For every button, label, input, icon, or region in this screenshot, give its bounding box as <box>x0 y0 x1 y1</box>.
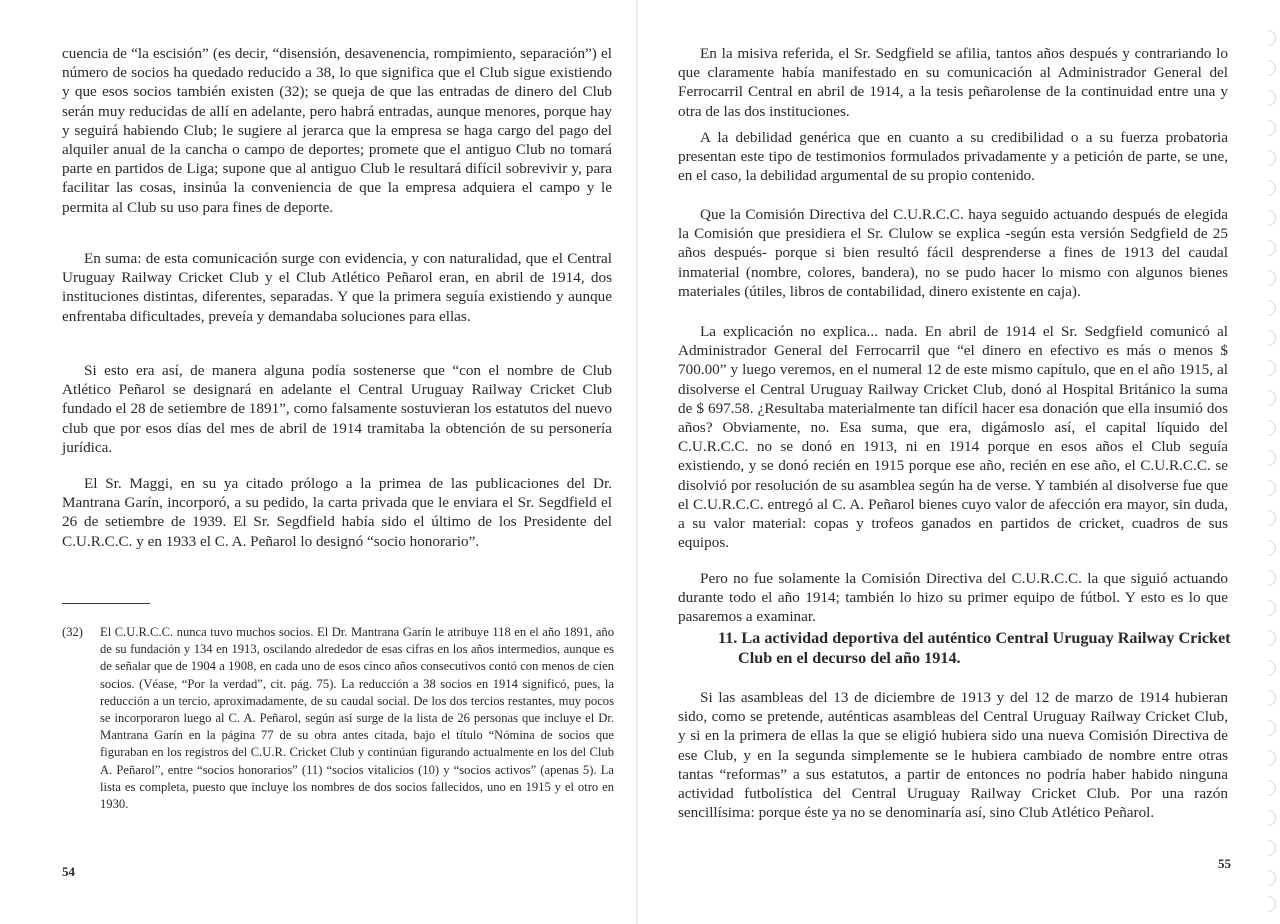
paragraph: La explicación no explica... nada. En abril de 1914 el Sr. Sedgfield comunicó al Administrador General del Ferrocarril que “el dinero en efectivo es más o menos $ 700.00” y luego veremos, en el numeral 12 de este mismo capítulo, que en el año 1915, al disolverse el Central Uruguay Railway Cricket Club, donó al Hospital Británico la suma de $ 697.58. ¿Resultaba materialmente tan difícil hacer esa donación que ella insumió dos años? Obviamente, no. Esa suma, que era, digámoslo así, el capital líquido del C.U.R.C.C. no se donó en 1913, ni en 1914 porque en esos años el Club seguía existiendo, y se donó recién en 1915 porque ese año, recién en ese año, el C.U.R.C.C. se disolvió por resolución de su asamblea según ha de verse. Y también al disolverse fue que el C.U.R.C.C. entregó al C. A. Peñarol bienes cuyo valor de afección era mayor, sin duda, a su valor material: copas y trofeos ganados en partidos de cricket, cuadros de sus equipos. <box>678 323 1228 552</box>
paragraph: En la misiva referida, el Sr. Sedgfield se afilia, tantos años después y contrariando lo que claramente había manifestado en su comunicación al Administrador General del Ferrocarril Central en abril de 1914, a la tesis peñarolense de la continuidad entre una y otra de las dos instituciones. <box>678 45 1228 120</box>
section-heading: 11. La actividad deportiva del auténtico Central Uruguay Railway Cricket Club en el decurso del año 1914. <box>718 629 1231 667</box>
footnote-rule <box>62 603 150 604</box>
paragraph: Pero no fue solamente la Comisión Directiva del C.U.R.C.C. la que siguió actuando durante todo el año 1914; también lo hizo su primer equipo de fútbol. Y esto es lo que pasaremos a examinar. <box>678 570 1228 626</box>
paragraph: Si esto era así, de manera alguna podía sostenerse que “con el nombre de Club Atlético Peñarol se designará en adelante el Central Uruguay Railway Cricket Club fundado el 28 de setiembre de 1891”, como falsamente sostuvieran los estatutos del nuevo club que por esos días del mes de abril de 1914 tramitaba la obtención de su personería jurídica. <box>62 362 612 456</box>
paragraph: Si las asambleas del 13 de diciembre de 1913 y del 12 de marzo de 1914 hubieran sido, como se pretende, auténticas asambleas del Central Uruguay Railway Cricket Club, y si en la primera de ellas la que se eligió hubiera sido una nueva Comisión Directiva de ese Club, y en la segunda simplemente se le hubiera cambiado de nombre entre otras tantas “reformas” a sus estatutos, a partir de entonces no podría haber habido ninguna actividad futbolística del Central Uruguay Railway Cricket Club. Por una razón sencillísima: porque éste ya no se denominaría así, sino Club Atlético Peñarol. <box>678 689 1228 822</box>
paragraph: El Sr. Maggi, en su ya citado prólogo a la primea de las publicaciones del Dr. Mantrana Garín, incorporó, a su pedido, la carta privada que le enviara el Sr. Segdfield el 26 de setiembre de 1939. El Sr. Segdfield había sido el último de los Presidente del C.U.R.C.C. y en 1933 el C. A. Peñarol lo designó “socio honorario”. <box>62 475 612 550</box>
footnote-number: (32) <box>62 625 83 639</box>
paragraph: En suma: de esta comunicación surge con evidencia, y con naturalidad, que el Central Uruguay Railway Cricket Club y el Club Atlético Peñarol eran, en abril de 1914, dos instituciones distintas, diferentes, separadas. Y que la primera seguía existiendo y aunque enfrentaba dificultades, preveía y demandaba soluciones para ellas. <box>62 250 612 325</box>
paragraph: Que la Comisión Directiva del C.U.R.C.C. haya seguido actuando después de elegida la Comisión que presidiera el Sr. Clulow se explica -según esta versión Sedgfield de 25 años después- porque si bien resultó fácil desprenderse a fines de 1913 del caudal inmaterial (nombre, colores, bandera), no se pudo hacer lo mismo con algunos bienes materiales (útiles, libros de contabilidad, dinero existente en caja). <box>678 206 1228 300</box>
footnote-text: El C.U.R.C.C. nunca tuvo muchos socios. El Dr. Mantrana Garín le atribuye 118 en el año 1891, año de su fundación y 134 en 1913, oscilando alrededor de esas cifras en los años intermedios, aunque es de señalar que de 1904 a 1908, en cada uno de esos cinco años consecutivos contó con menos de cien socios. (Véase, “Por la verdad”, cit. pág. 75). La reducción a 38 socios en 1914 significó, pues, la reducción a un tercio, aproximadamente, de su caudal social. De los dos tercios restantes, muy pocos se incorporaron luego al C. A. Peñarol, según así surge de la lista de 26 personas que incluye el Dr. Mantrana Garín en la página 77 de su obra antes citada, bajo el título “Nómina de socios que figuraban en los registros del C.U.R. Cricket Club y continúan figurando actualmente en los del Club A. Peñarol”, entre “socios honorarios” (11) “socios vitalicios (10) y “socios activos” (apenas 5). La lista es completa, puesto que incluye los nombres de dos socios fallecidos, uno en 1915 y el otro en 1930. <box>100 625 614 812</box>
page-number: 55 <box>1218 856 1231 871</box>
paragraph: cuencia de “la escisión” (es decir, “disensión, desavenencia, rompimiento, separación”) el número de socios ha quedado reducido a 38, lo que significa que el Club sigue existiendo y que esos socios también existen (32); se queja de que las entradas de dinero del Club serán muy reducidas de allí en adelante, pero habrá entradas, aunque menores, porque hay y seguirá habiendo Club; le sugiere al jerarca que la empresa se haga cargo del pago del alquiler anual de la cancha o campo de deportes; promete que el antiguo Club no tomará parte en partidos de Liga; supone que al antiguo Club le resultará difícil sobrevivir y, para facilitar las cosas, insinúa la conveniencia de que la empresa adquiera el campo y le permita al Club su uso para fines de deporte. <box>62 45 612 216</box>
book-gutter <box>636 0 638 924</box>
right-page <box>640 0 1280 924</box>
page-edge-marks <box>1266 30 1280 910</box>
footnote <box>62 624 614 813</box>
page-number: 54 <box>62 864 75 879</box>
paragraph: A la debilidad genérica que en cuanto a su credibilidad o a su fuerza probatoria presentan este tipo de testimonios formulados privadamente y a petición de parte, se une, en el caso, la debilidad argumental de su propio contenido. <box>678 129 1228 185</box>
